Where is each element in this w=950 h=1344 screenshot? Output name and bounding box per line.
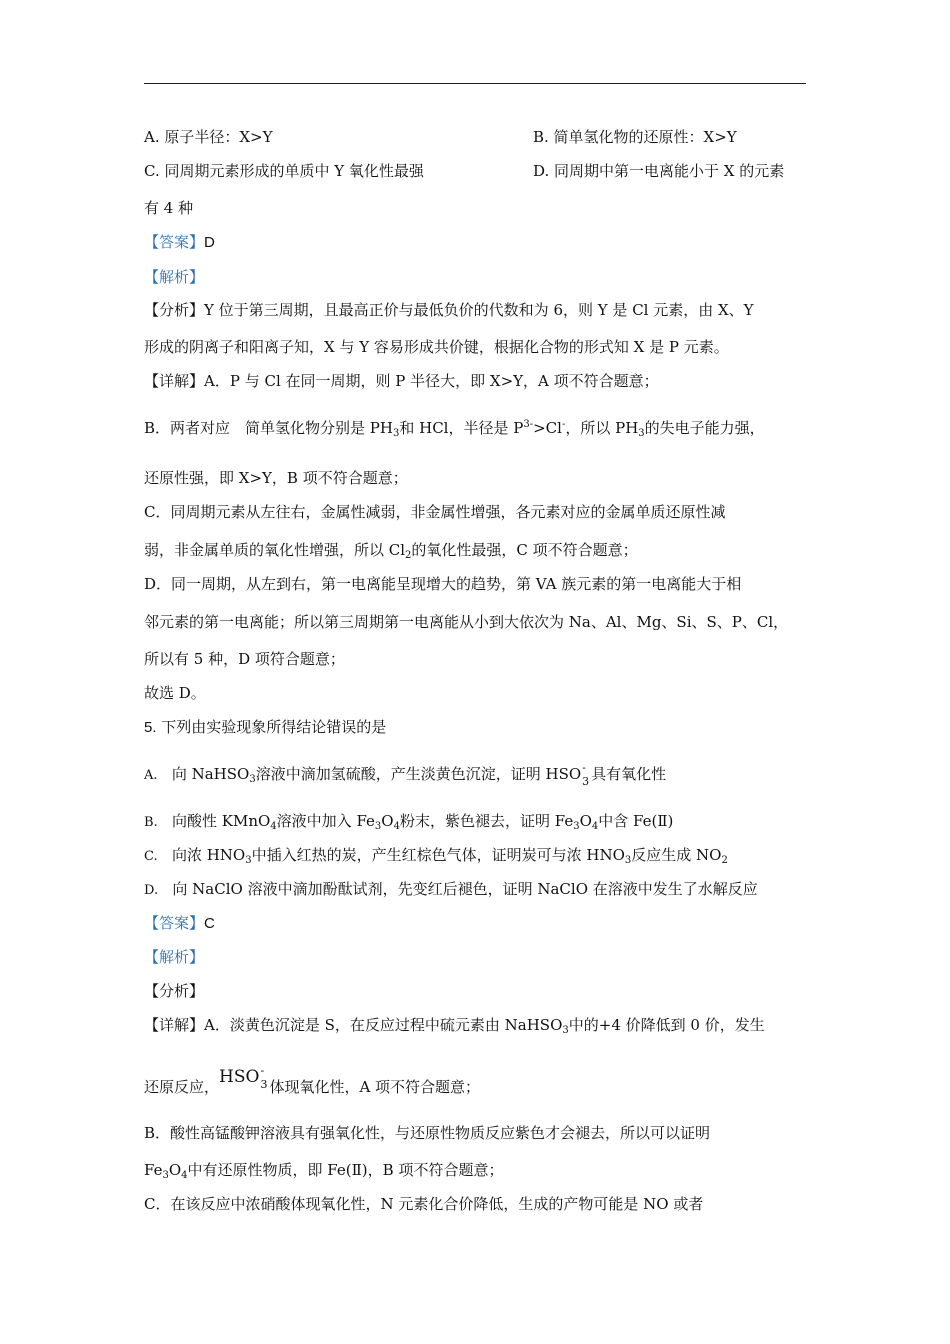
text-fragment: 4 — [393, 821, 400, 832]
q4-option-d-cont: 有 4 种 — [144, 199, 194, 217]
q5-detail-b-line-2 — [144, 1160, 503, 1180]
q4-detail-d-line-3: 所以有 5 种，D 项符合题意； — [144, 650, 345, 668]
q5-answer — [144, 913, 215, 934]
text-fragment: 4 — [591, 821, 599, 832]
text-fragment: 3 — [624, 855, 632, 866]
q4-analysis-tag: 【解析】 — [144, 268, 205, 286]
text-fragment: 3 — [249, 774, 256, 785]
text-fragment: 的失电子能力强， — [644, 419, 765, 437]
text-fragment: 3 — [582, 775, 590, 788]
text-fragment: 3 — [392, 428, 400, 439]
q4-detail-b-line-2: 还原性强，即 X>Y，B 项不符合题意； — [144, 469, 408, 487]
q4-detail-b-line-1 — [144, 418, 765, 438]
text-fragment: B．两者对应 简单氢化物分别是 PH — [144, 419, 393, 437]
text-fragment: 向浓 HNO — [171, 846, 246, 864]
text-fragment: 中插入红热的炭，产生红棕色气体，证明炭可与浓 HNO — [251, 846, 625, 864]
text-fragment: 中有还原性物质，即 Fe(Ⅱ)，B 项不符合题意； — [187, 1161, 504, 1179]
hso3-ion-charge — [581, 761, 591, 788]
answer-tag: 【答案】 — [144, 914, 205, 932]
q5-option-b — [144, 811, 673, 833]
text-fragment: 3 — [162, 1170, 169, 1181]
text-fragment: O — [381, 812, 394, 830]
answer-value: D — [204, 234, 215, 251]
text-fragment: - — [561, 419, 566, 430]
text-fragment: 3 — [562, 1025, 569, 1036]
text-fragment: 反应生成 NO — [631, 846, 722, 864]
text-fragment: 向酸性 KMnO — [172, 812, 271, 830]
q4-detail-d-line-2: 邻元素的第一电离能；所以第三周期第一电离能从小到大依次为 Na、Al、Mg、Si、S、P、Cl， — [144, 613, 789, 631]
text-fragment: >Cl — [533, 419, 562, 437]
q4-detail-c-line-1: C．同周期元素从左往右，金属性减弱，非金属性增强，各元素对应的金属单质还原性减 — [144, 503, 726, 521]
question-number: 5. — [144, 719, 157, 736]
text-fragment: HSO — [219, 1067, 260, 1087]
q5-analysis-tag: 【解析】 — [144, 948, 205, 966]
q4-fenxi-line-1: 【分析】Y 位于第三周期，且最高正价与最低负价的代数和为 6，则 Y 是 Cl 元素，由 X、Y — [144, 301, 754, 319]
text-fragment: 中的+4 价降低到 0 价，发生 — [568, 1016, 765, 1034]
text-fragment: 具有氧化性 — [591, 765, 667, 783]
q5-option-a — [144, 761, 667, 788]
text-fragment: 向 NaHSO — [171, 765, 250, 783]
text-fragment: 弱，非金属单质的氧化性增强，所以 Cl — [144, 541, 406, 559]
text-fragment: O — [168, 1161, 182, 1179]
text-fragment: 3 — [374, 821, 382, 832]
q5-option-d — [144, 879, 758, 901]
text-fragment: 溶液中加入 Fe — [276, 812, 375, 830]
q5-detail-b-line-1: B．酸性高锰酸钾溶液具有强氧化性，与还原性物质反应紫色才会褪去，所以可以证明 — [144, 1124, 711, 1142]
q4-answer — [144, 232, 215, 253]
q4-detail-c-line-2 — [144, 540, 638, 560]
hso3-ion-charge — [259, 1064, 269, 1091]
text-fragment: 中含 Fe(Ⅱ) — [598, 812, 674, 830]
text-fragment: 向 NaClO 溶液中滴加酚酞试剂，先变红后褪色，证明 NaClO 在溶液中发生了水解反应 — [172, 880, 758, 898]
q4-fenxi-line-2: 形成的阴离子和阳离子知，X 与 Y 容易形成共价键，根据化合物的形式知 X 是 P 元素。 — [144, 338, 729, 356]
q4-conclusion: 故选 D。 — [144, 684, 206, 702]
q5-detail-a-line-1 — [144, 1015, 765, 1035]
text-fragment: 3 — [573, 821, 580, 832]
q4-option-c: C. 同周期元素形成的单质中 Y 氧化性最强 — [144, 162, 424, 180]
text-fragment: B. — [144, 815, 158, 830]
q4-detail-a: 【详解】A．P 与 Cl 在同一周期，则 P 半径大，即 X>Y，A 项不符合题意； — [144, 372, 659, 390]
text-fragment: - — [582, 761, 586, 774]
q4-option-a: A. 原子半径：X>Y — [144, 128, 273, 146]
q4-detail-d-line-1: D．同一周期，从左到右，第一电离能呈现增大的趋势，第 VA 族元素的第一电离能大于相 — [144, 575, 742, 593]
text-fragment: 2 — [405, 550, 412, 561]
text-fragment: 3 — [260, 1078, 268, 1091]
answer-value: C — [204, 915, 215, 932]
text-fragment: 体现氧化性，A 项不符合题意； — [269, 1078, 481, 1096]
header-rule — [144, 83, 806, 84]
text-fragment: 粉末，紫色褪去，证明 Fe — [399, 812, 574, 830]
text-fragment: ，所以 PH — [565, 419, 639, 437]
text-fragment: - — [260, 1064, 265, 1077]
q5-fenxi: 【分析】 — [144, 982, 205, 1000]
answer-tag: 【答案】 — [144, 233, 205, 251]
q5-option-c — [144, 845, 728, 867]
text-fragment: 2 — [721, 855, 728, 866]
text-fragment: C. — [144, 849, 158, 864]
text-fragment: 溶液中滴加氢硫酸，产生淡黄色沉淀，证明 HSO — [255, 765, 582, 783]
text-fragment: 4 — [270, 821, 277, 832]
q5-detail-c-line-1: C．在该反应中浓硝酸体现氧化性，N 元素化合价降低，生成的产物可能是 NO 或者 — [144, 1195, 704, 1213]
text-fragment: Fe — [144, 1161, 163, 1179]
text-fragment: 【详解】A．淡黄色沉淀是 S，在反应过程中硫元素由 NaHSO — [144, 1016, 563, 1034]
text-fragment: 和 HCl，半径是 P — [399, 419, 524, 437]
text-fragment: 3 — [245, 855, 252, 866]
text-fragment: D. — [144, 883, 159, 898]
text-fragment: A. — [144, 768, 158, 783]
text-fragment: O — [579, 812, 592, 830]
q5-detail-a-line-2 — [144, 1064, 481, 1097]
text-fragment: 的氧化性最强，C 项不符合题意； — [411, 541, 638, 559]
text-fragment: 3- — [523, 419, 534, 430]
q5-stem — [144, 717, 386, 738]
q4-option-d: D. 同周期中第一电离能小于 X 的元素 — [533, 162, 785, 180]
text-fragment: 还原反应， — [144, 1078, 220, 1096]
text-fragment: 下列由实验现象所得结论错误的是 — [161, 718, 387, 736]
q4-option-b: B. 简单氢化物的还原性：X>Y — [533, 128, 737, 146]
text-fragment: 3 — [638, 428, 645, 439]
text-fragment: 4 — [181, 1170, 188, 1181]
